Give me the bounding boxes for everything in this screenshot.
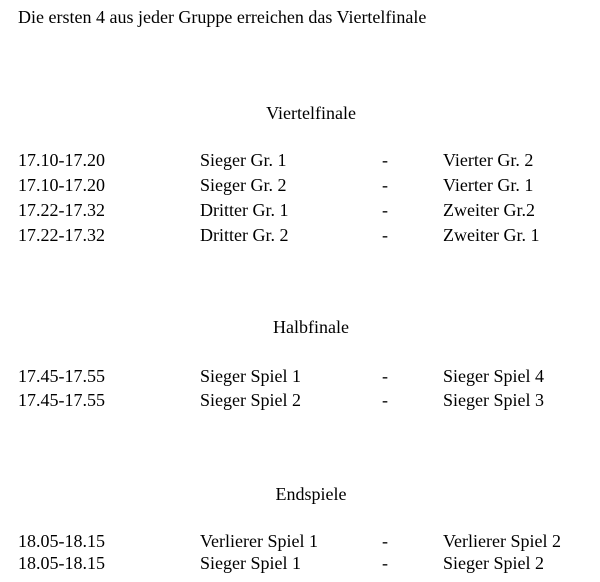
match-dash: - bbox=[382, 200, 388, 220]
section-title-endspiele: Endspiele bbox=[275, 484, 347, 504]
match-row bbox=[0, 366, 600, 390]
match-time: 17.45-17.55 bbox=[18, 390, 105, 410]
match-team-a: Sieger Gr. 1 bbox=[200, 150, 287, 170]
match-time: 17.10-17.20 bbox=[18, 150, 105, 170]
match-team-b: Vierter Gr. 2 bbox=[443, 150, 534, 170]
match-row bbox=[0, 553, 600, 577]
match-team-a: Sieger Gr. 2 bbox=[200, 175, 287, 195]
match-time: 17.22-17.32 bbox=[18, 200, 105, 220]
match-team-b: Sieger Spiel 3 bbox=[443, 390, 544, 410]
match-row bbox=[0, 200, 600, 224]
match-dash: - bbox=[382, 150, 388, 170]
match-team-a: Sieger Spiel 1 bbox=[200, 366, 301, 386]
match-team-b: Zweiter Gr. 1 bbox=[443, 225, 540, 245]
match-row bbox=[0, 150, 600, 174]
match-team-a: Dritter Gr. 2 bbox=[200, 225, 289, 245]
section-title-viertelfinale: Viertelfinale bbox=[266, 103, 356, 123]
match-time: 18.05-18.15 bbox=[18, 531, 105, 551]
match-team-a: Dritter Gr. 1 bbox=[200, 200, 289, 220]
match-dash: - bbox=[382, 553, 388, 573]
match-dash: - bbox=[382, 225, 388, 245]
match-time: 17.10-17.20 bbox=[18, 175, 105, 195]
match-team-b: Sieger Spiel 2 bbox=[443, 553, 544, 573]
match-team-a: Verlierer Spiel 1 bbox=[200, 531, 318, 551]
match-row bbox=[0, 390, 600, 414]
match-dash: - bbox=[382, 366, 388, 386]
section-title-halbfinale: Halbfinale bbox=[273, 317, 349, 337]
match-row bbox=[0, 531, 600, 555]
match-row bbox=[0, 225, 600, 249]
match-time: 17.45-17.55 bbox=[18, 366, 105, 386]
match-team-a: Sieger Spiel 2 bbox=[200, 390, 301, 410]
match-time: 18.05-18.15 bbox=[18, 553, 105, 573]
match-team-b: Verlierer Spiel 2 bbox=[443, 531, 561, 551]
match-dash: - bbox=[382, 175, 388, 195]
match-team-b: Vierter Gr. 1 bbox=[443, 175, 534, 195]
match-row bbox=[0, 175, 600, 199]
match-dash: - bbox=[382, 531, 388, 551]
match-team-b: Sieger Spiel 4 bbox=[443, 366, 544, 386]
match-team-a: Sieger Spiel 1 bbox=[200, 553, 301, 573]
match-dash: - bbox=[382, 390, 388, 410]
match-time: 17.22-17.32 bbox=[18, 225, 105, 245]
intro-text: Die ersten 4 aus jeder Gruppe erreichen das Viertelfinale bbox=[18, 7, 427, 27]
match-team-b: Zweiter Gr.2 bbox=[443, 200, 535, 220]
